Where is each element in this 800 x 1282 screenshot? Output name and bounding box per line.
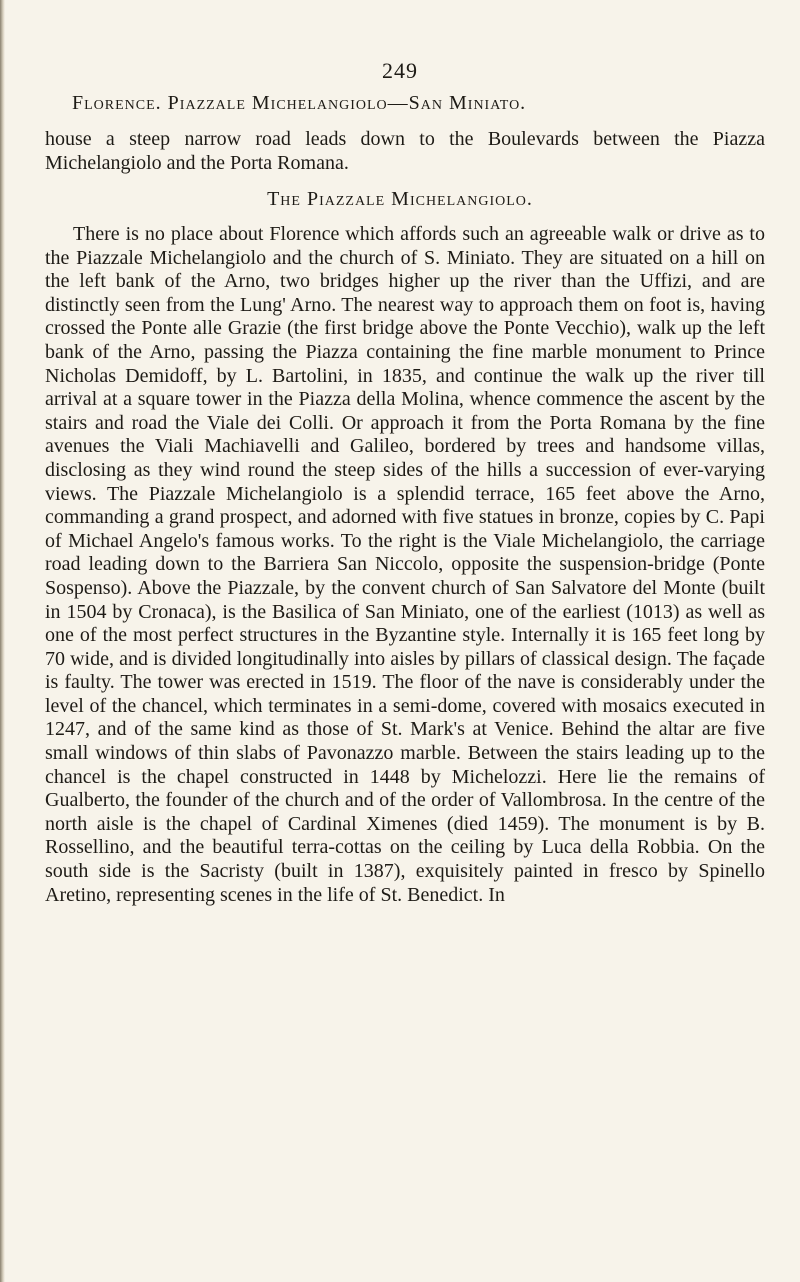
running-head: Florence. Piazzale Michelangiolo—San Miniato.: [72, 92, 527, 114]
section-heading: The Piazzale Michelangiolo.: [267, 188, 533, 210]
page-number: 249: [382, 58, 418, 83]
opening-text: house a steep narrow road leads down to the Boulevards between the Piazza Michelangiolo and the Porta Romana.: [45, 128, 765, 174]
body-paragraph: There is no place about Florence which affords such an agreeable walk or drive as to the Piazzale Michelangiolo and the church of S. Miniato. They are situated on a hill on the left bank of the Arno, two bridges higher up the river than the Uffizi, and are distinctly seen from the Lung' Arno. The nearest way to approach them on foot is, having crossed the Ponte alle Grazie (the first bridge above the Ponte Vecchio), walk up the left bank of the Arno, passing the Piazza containing the fine marble monument to Prince Nicholas Demidoff, by L. Bartolini, in 1835, and continue the walk up the river till arrival at a square tower in the Piazza della Molina, whence commence the ascent by the stairs and road the Viale dei Colli. Or approach it from the Porta Romana by the fine avenues the Viali Machiavelli and Galileo, bordered by trees and handsome villas, disclosing as they wind round the steep sides of the hills a succession of ever-varying views. The Piazzale Michelangiolo is a splendid terrace, 165 feet above the Arno, commanding a grand prospect, and adorned with five statues in bronze, copies by C. Papi of Michael Angelo's famous works. To the right is the Viale Michelangiolo, the carriage road leading down to the Barriera San Niccolo, opposite the suspension-bridge (Ponte Sospenso). Above the Piazzale, by the convent church of San Salvatore del Monte (built in 1504 by Cronaca), is the Basilica of San Miniato, one of the earliest (1013) as well as one of the most perfect structures in the Byzantine style. Internally it is 165 feet long by 70 wide, and is divided longitudinally into aisles by pillars of classical design. The façade is faulty. The tower was erected in 1519. The floor of the nave is considerably under the level of the chancel, which terminates in a semi-dome, covered with mosaics executed in 1247, and of the same kind as those of St. Mark's at Venice. Behind the altar are five small windows of thin slabs of Pavonazzo marble. Between the stairs leading up to the chancel is the chapel constructed in 1448 by Michelozzi. Here lie the remains of Gualberto, the founder of the church and of the order of Vallombrosa. In the centre of the north aisle is the chapel of Cardinal Ximenes (died 1459). The monument is by B. Rossellino, and the beautiful terra-cottas on the ceiling by Luca della Robbia. On the south side is the Sacristy (built in 1387), exquisitely painted in fresco by Spinello Aretino, representing scenes in the life of St. Benedict. In: [45, 223, 765, 906]
